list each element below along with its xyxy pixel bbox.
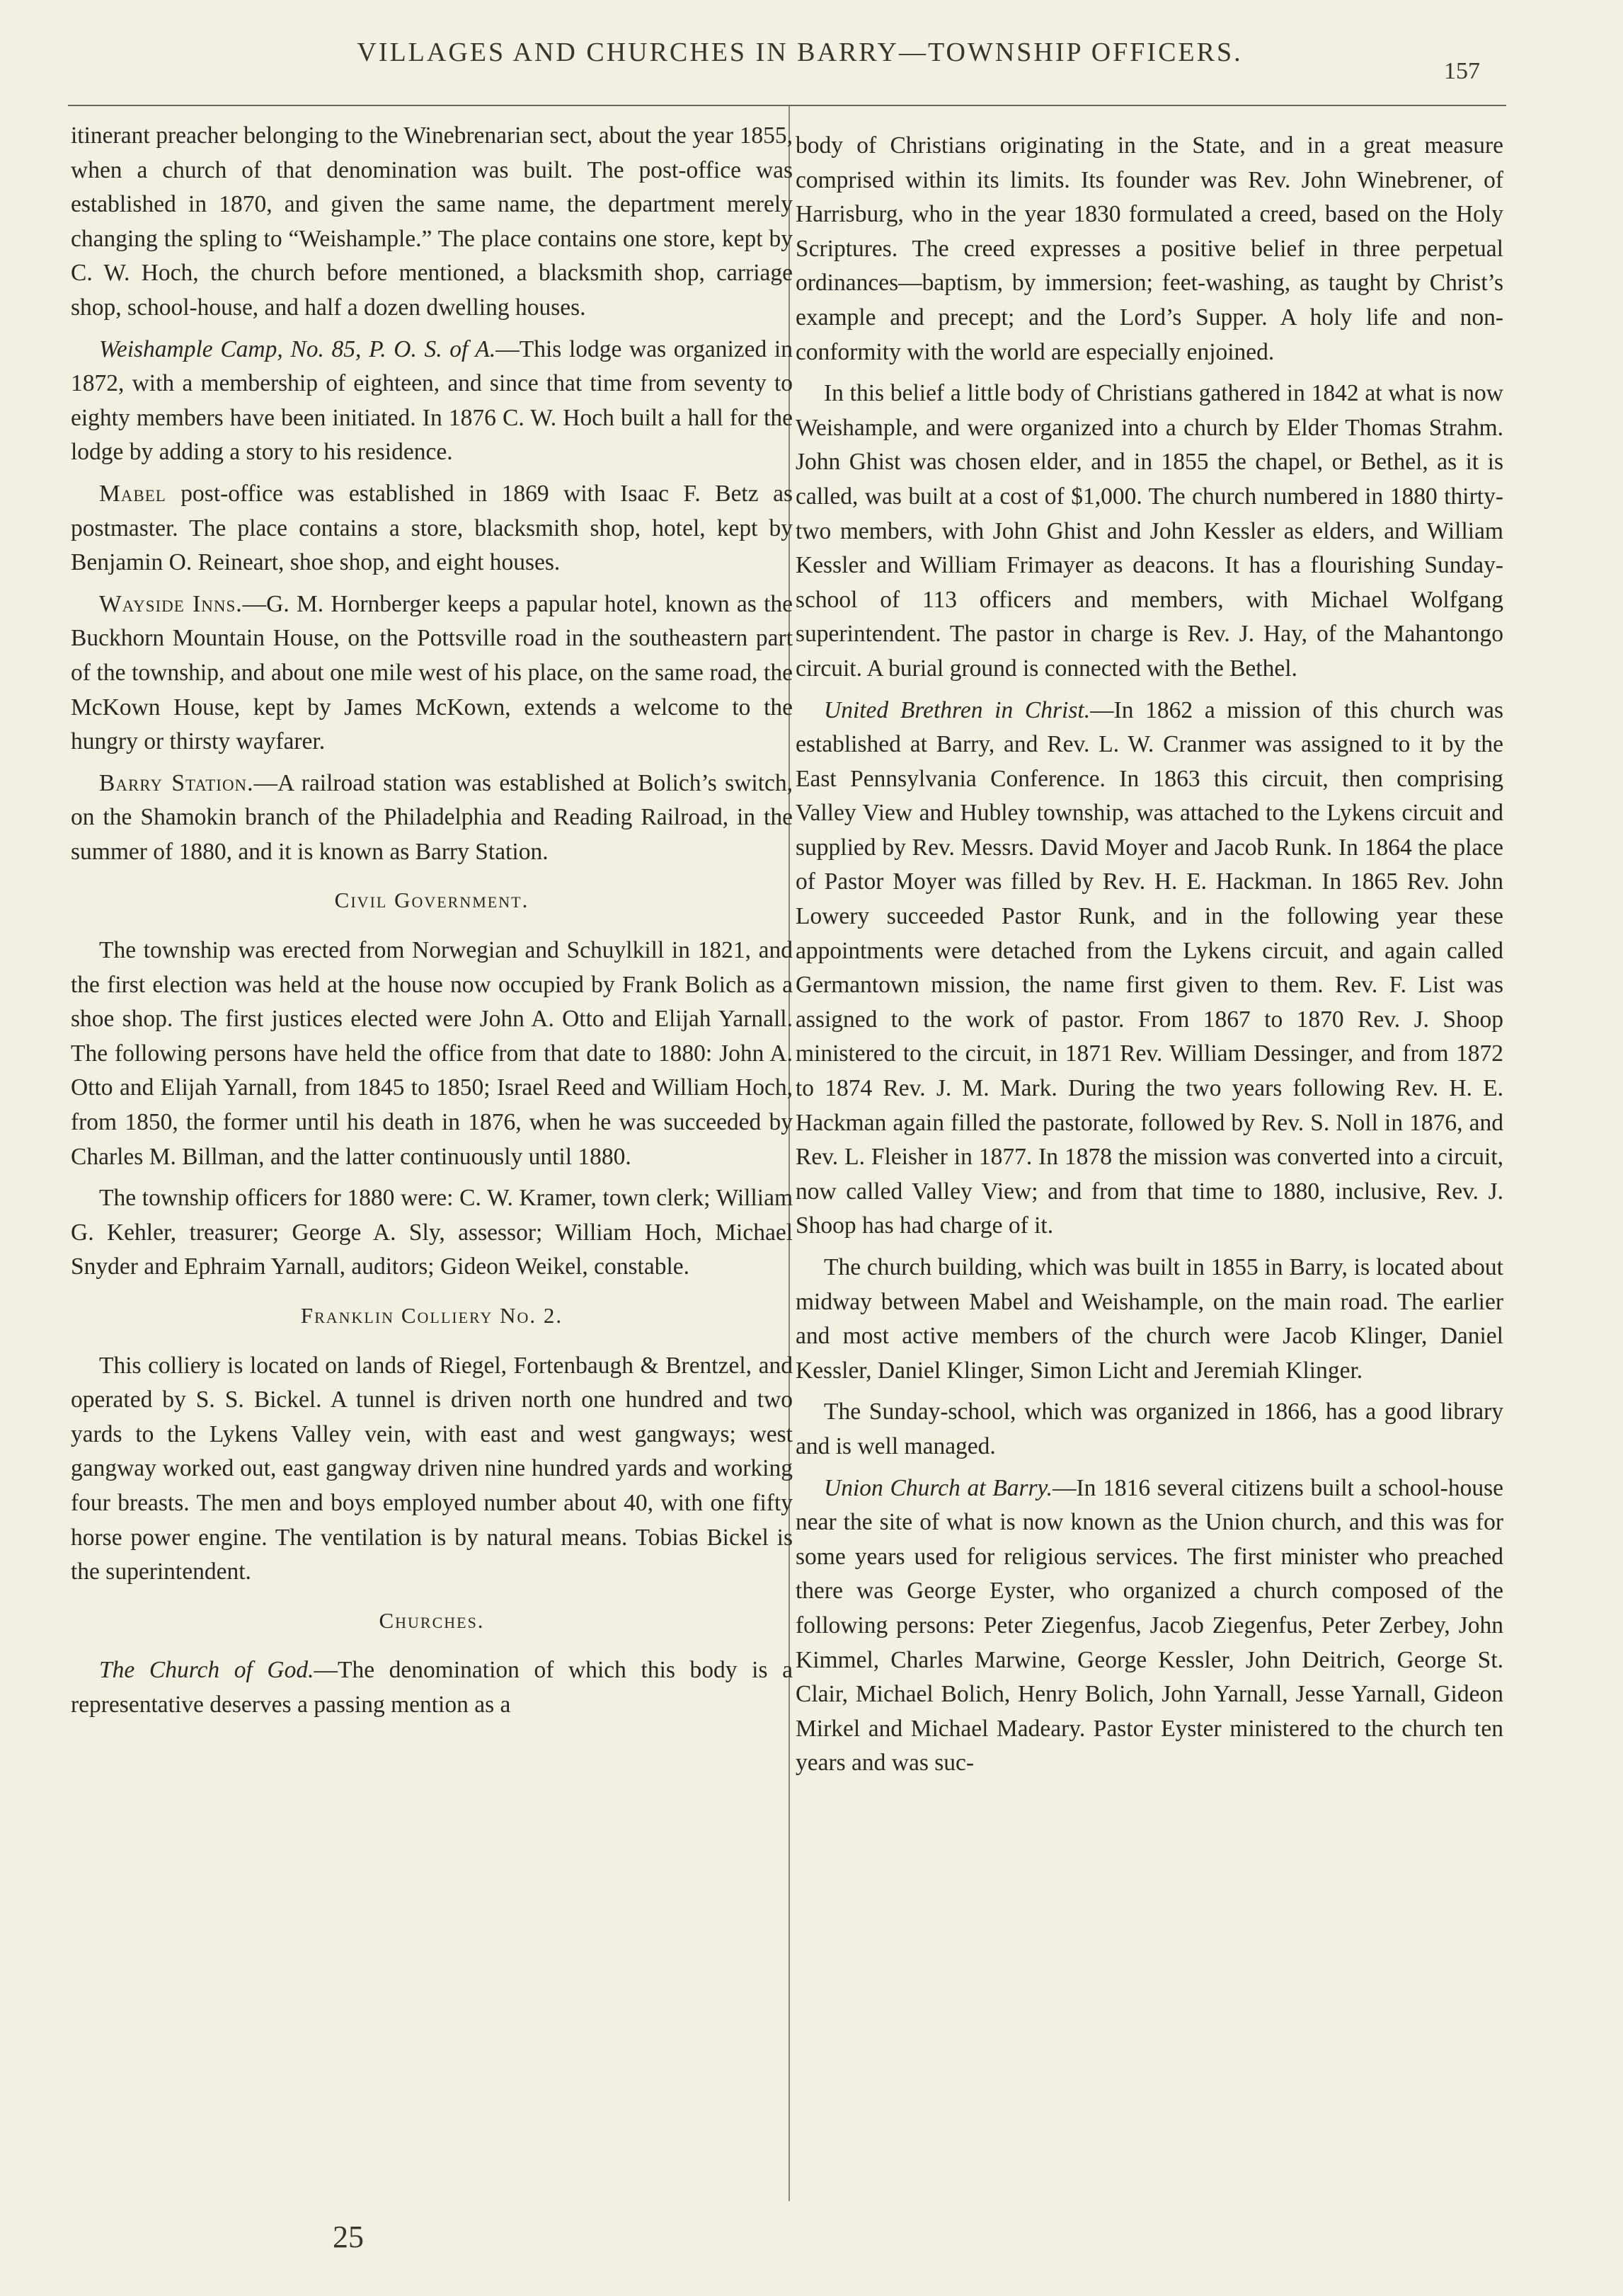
paragraph-sunday-school: The Sunday-school, which was organized in 1866, has a good library and is well managed. <box>796 1399 1503 1459</box>
paragraph-union-church: Union Church at Barry.—In 1816 several citizens built a school-house near the site of what is now known as the Union church, and this was for some years used for religious services. The first minister who preached there was George Eyster, who organized a church composed of the following persons: Peter Ziegenfus, Jacob Ziegenfus, Peter Zerbey, John Kimmel, Charles Marwine, George Kessler, John Deitrich, George St. Clair, Michael Bolich, Henry Bolich, John Yarnall, Jesse Yarnall, Gideon Mirkel and Michael Madeary. Pastor Eyster ministered to the church ten years and was suc- <box>796 1474 1503 1776</box>
header-rule <box>68 105 1506 106</box>
paragraph-township-officers: The township officers for 1880 were: C. W. Kramer, town clerk; William G. Kehler, treasurer; George A. Sly, assessor; William Hoch, Michael Snyder and Ephraim Yarnall, auditors; Gideon Weikel, constable. <box>71 1185 793 1280</box>
heading-churches: Churches. <box>379 1607 485 1633</box>
paragraph-winebrenarian-creed: body of Christians originating in the State, and in a great measure comprised within its limits. Its founder was Rev. John Winebrener, of Harrisburg, who in the year 1830 formulated a creed, based on the Holy Scriptures. The creed expresses a positive belief in three perpetual ordinances—baptism, by immersion; feet-washing, as taught by Christ’s example and precept; and the Lord’s Supper. A holy life and non-conformity with the world are especially enjoined. <box>796 132 1503 365</box>
paragraph-barry-station: Barry Station.—A railroad station was established at Bolich’s switch, on the Shamokin branch of the Philadelphia and Reading Railroad, in the summer of 1880, and it is known as Barry Station. <box>71 769 793 865</box>
paragraph-bethel: In this belief a little body of Christians gathered in 1842 at what is now Weishample, and were organized into a church by Elder Thomas Strahm. John Ghist was chosen elder, and in 1855 the chapel, or Bethel, as it is called, was built at a cost of $1,000. The church numbered in 1880 thirty-two members, with John Ghist and John Kessler as elders, and William Kessler and William Frimayer as deacons. It has a flourishing Sunday-school of 113 officers and members, with Michael Wolfgang superintendent. The pastor in charge is Rev. J. Hay, of the Mahantongo circuit. A burial ground is connected with the Bethel. <box>796 380 1503 682</box>
paragraph-church-of-god: The Church of God.—The denomination of which this body is a representative deserves a passing mention as a <box>71 1657 793 1718</box>
paragraph-township-history: The township was erected from Norwegian and Schuylkill in 1821, and the first election was held at the house now occupied by Frank Bolich as a shoe shop. The first justices elected were John A. Otto and Elijah Yarnall. The following persons have held the office from that date to 1880: John A. Otto and Elijah Yarnall, from 1845 to 1850; Israel Reed and William Hoch, from 1850, the former until his death in 1876, when he was succeeded by Charles M. Billman, and the latter continuously until 1880. <box>71 937 793 1170</box>
church-of-god-lead: The Church of God. <box>99 1657 314 1684</box>
paragraph-weishample: itinerant preacher belonging to the Winebrenarian sect, about the year 1855, when a church of that denomination was built. The post-office was established in 1870, and given the same name, the department merely changing the spling to “Weishample.” The place contains one store, kept by C. W. Hoch, the church before mentioned, a blacksmith shop, carriage shop, school-house, and half a dozen dwelling houses. <box>71 122 793 321</box>
running-title: VILLAGES AND CHURCHES IN BARRY—TOWNSHIP OFFICERS. <box>357 38 1243 67</box>
paragraph-colliery: This colliery is located on lands of Riegel, Fortenbaugh & Brentzel, and operated by S. S. Bickel. A tunnel is driven north one hundred and two yards to the Lykens Valley vein, with east and west gangways; west gangway worked out, east gangway driven nine hundred yards and working four breasts. The men and boys employed number about 40, with one fifty horse power engine. The ventilation is by natural means. Tobias Bickel is the superintendent. <box>71 1352 793 1585</box>
paragraph-weishample-camp: Weishample Camp, No. 85, P. O. S. of A.—This lodge was organized in 1872, with a membership of eighteen, and since that time from seventy to eighty members have been initiated. In 1876 C. W. Hoch built a hall for the lodge by adding a story to his residence. <box>71 335 793 466</box>
union-church-lead: Union Church at Barry. <box>824 1474 1053 1501</box>
signature-mark: 25 <box>333 2220 364 2254</box>
heading-civil-government: Civil Government. <box>334 888 529 913</box>
barry-station-lead: Barry Station. <box>99 769 254 796</box>
united-brethren-lead: United Brethren in Christ. <box>824 696 1091 723</box>
heading-franklin-colliery: Franklin Colliery No. 2. <box>300 1303 563 1328</box>
paragraph-wayside-inns: Wayside Inns.—G. M. Hornberger keeps a papular hotel, known as the Buckhorn Mountain House, on the Pottsville road in the southeastern part of the township, and about one mile west of his place, on the same road, the McKown House, kept by James McKown, extends a welcome to the hungry or thirsty wayfarer. <box>71 590 793 755</box>
paragraph-mabel: Mabel post-office was established in 1869 with Isaac F. Betz as postmaster. The place contains a store, blacksmith shop, hotel, kept by Benjamin O. Reineart, shoe shop, and eight houses. <box>71 480 793 576</box>
wayside-lead: Wayside Inns. <box>99 590 243 617</box>
lodge-name: Weishample Camp, No. 85, P. O. S. of A. <box>99 335 496 362</box>
right-column <box>796 129 1503 1788</box>
paragraph-united-brethren: United Brethren in Christ.—In 1862 a mission of this church was established at Barry, and Rev. L. W. Cranmer was assigned to it by the East Pennsylvania Conference. In 1863 this circuit, then comprising Valley View and Hubley township, was attached to the Lykens circuit and supplied by Rev. Messrs. David Moyer and Jacob Runk. In 1864 the place of Pastor Moyer was filled by Rev. H. E. Hackman. In 1865 Rev. John Lowery succeeded Pastor Runk, and in the following year these appointments were detached from the Lykens circuit, and again called Germantown mission, the name first given to them. Rev. F. List was assigned to the work of pastor. From 1867 to 1870 Rev. J. Shoop ministered to the circuit, in 1871 Rev. William Dessinger, and from 1872 to 1874 Rev. J. M. Mark. During the two years following Rev. H. E. Hackman again filled the pastorate, followed by Rev. S. Noll in 1876, and Rev. L. Fleisher in 1877. In 1878 the mission was converted into a circuit, now called Valley View; and from that time to 1880, inclusive, Rev. J. Shoop has had charge of it. <box>796 696 1503 1239</box>
page-number: 157 <box>1444 58 1480 84</box>
left-column <box>71 119 793 1730</box>
mabel-lead: Mabel <box>99 480 166 507</box>
paragraph-church-building: The church building, which was built in 1855 in Barry, is located about midway between Mabel and Weishample, on the main road. The earlier and most active members of the church were Jacob Klinger, Daniel Kessler, Daniel Klinger, Simon Licht and Jeremiah Klinger. <box>796 1254 1503 1384</box>
